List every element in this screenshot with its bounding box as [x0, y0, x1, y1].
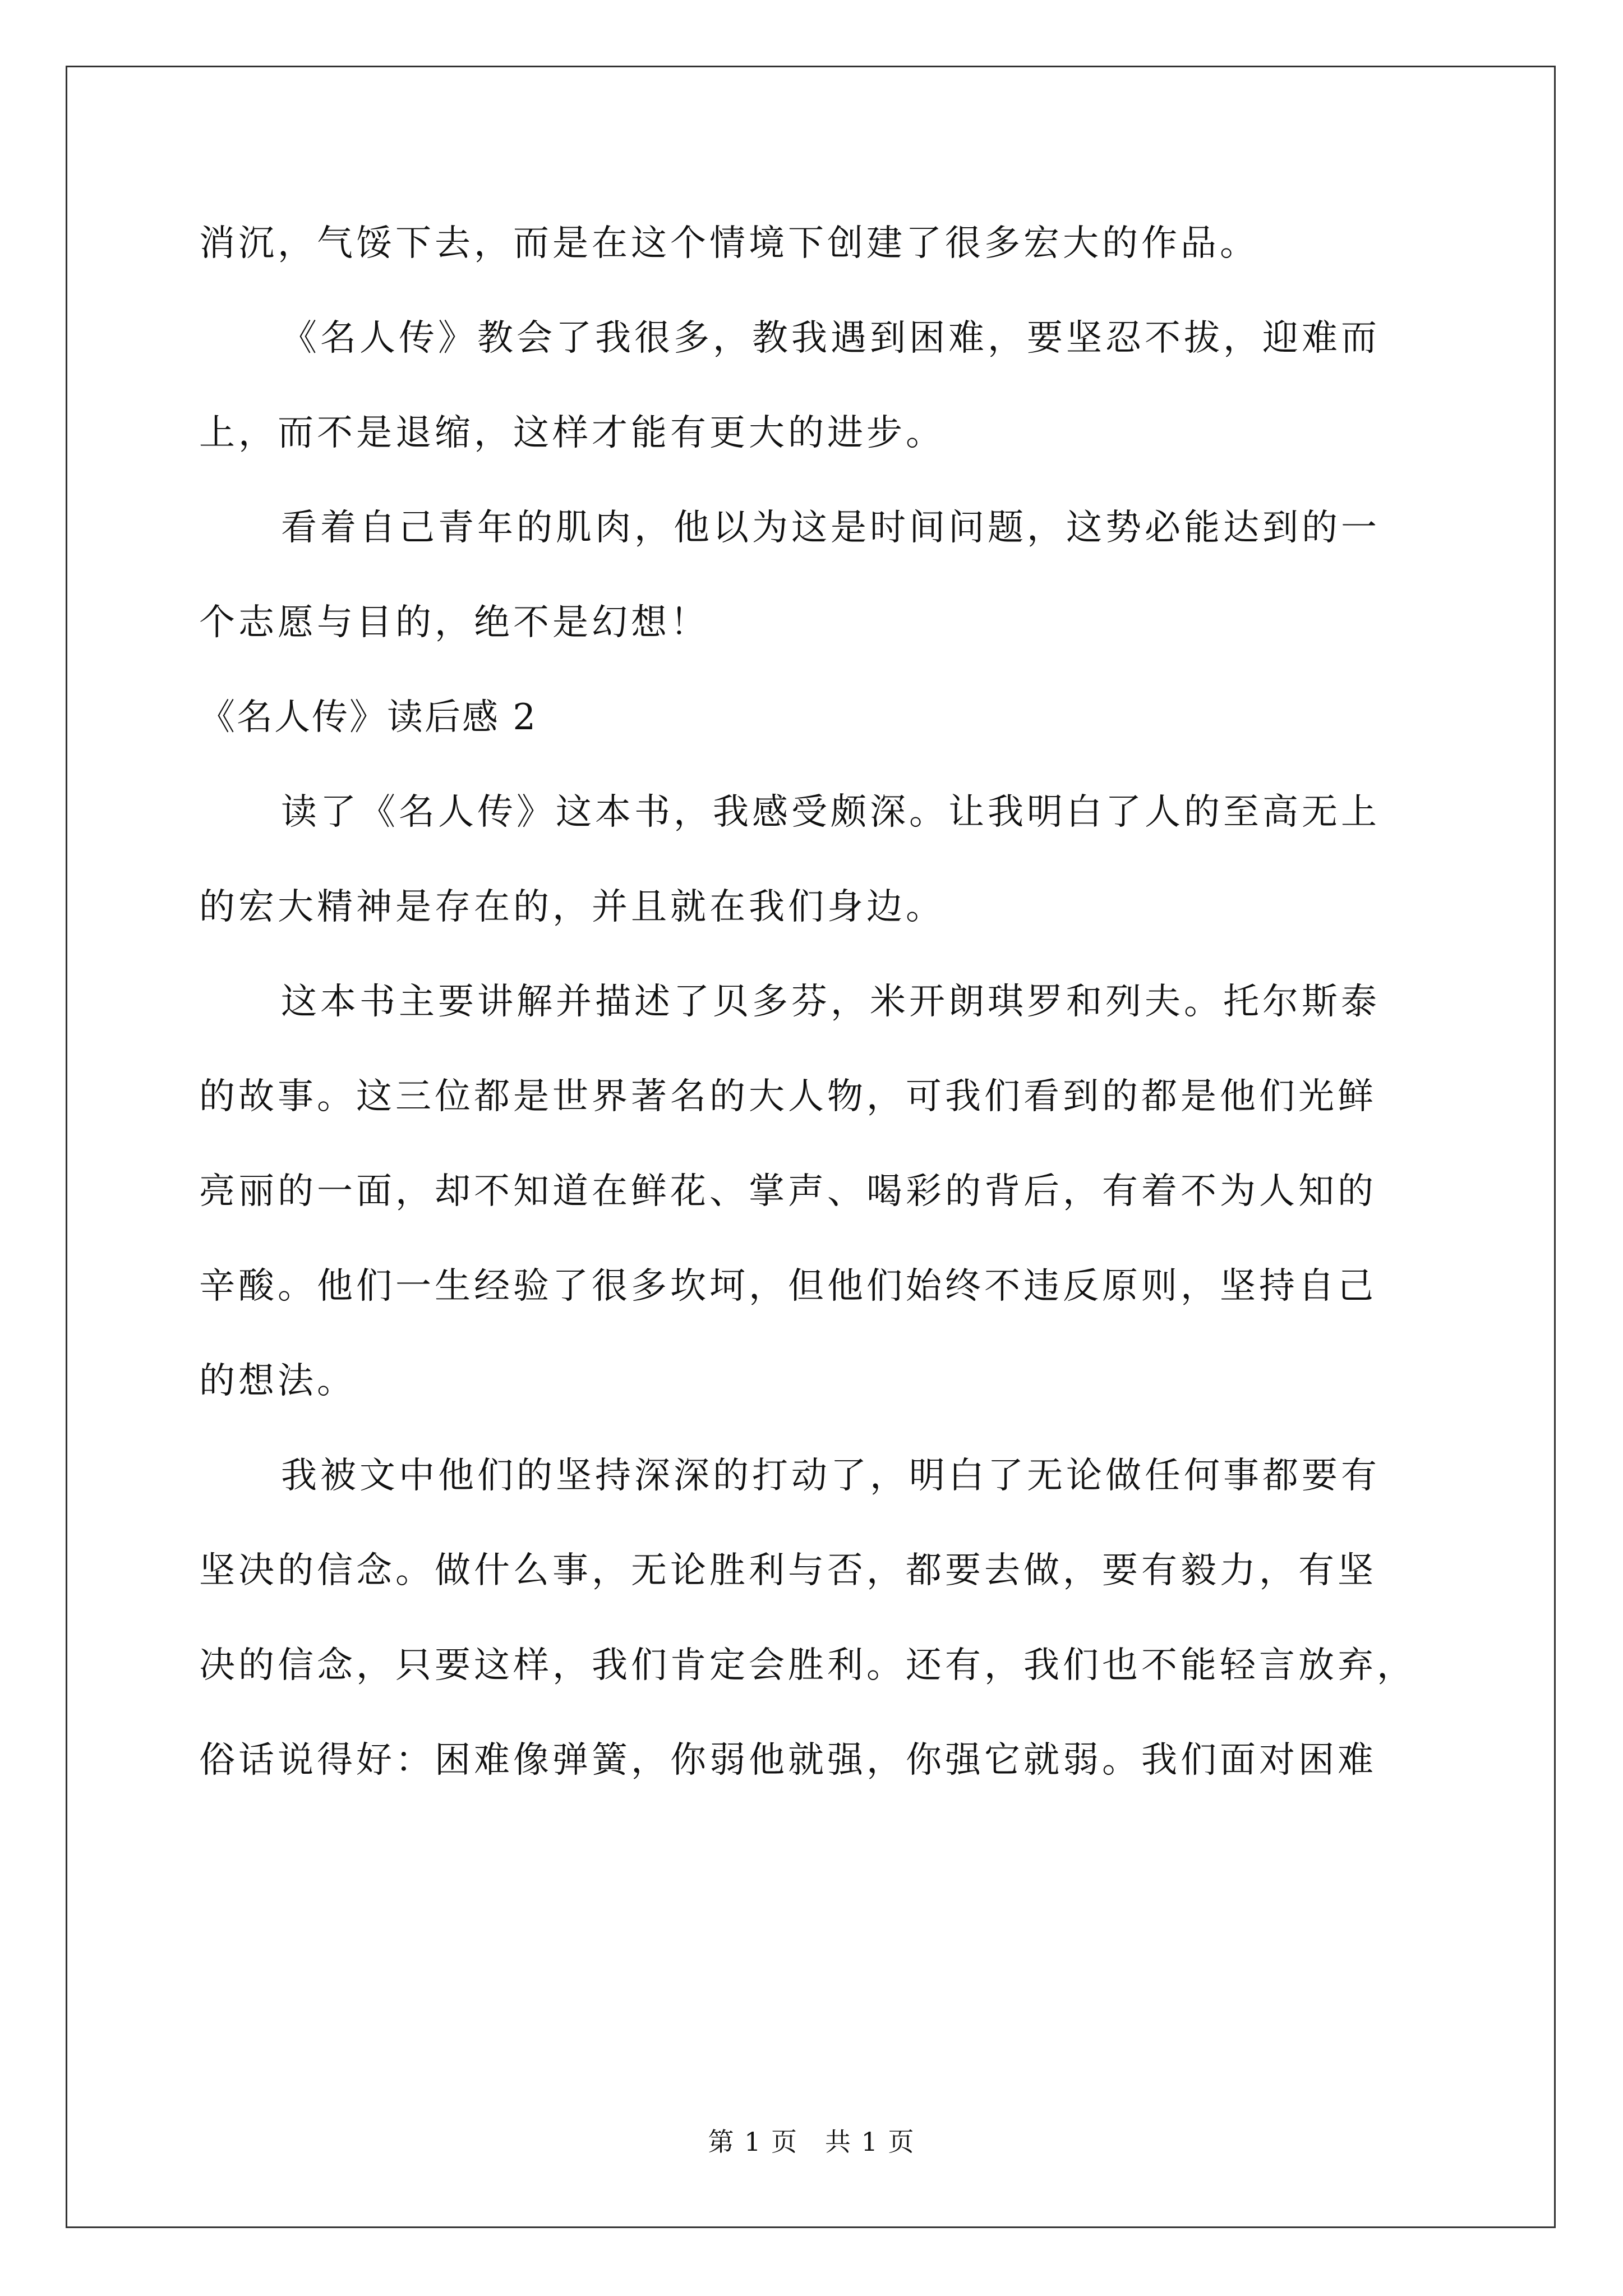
text-line: 的想法。	[199, 1360, 356, 1402]
text-line: 个志愿与目的，绝不是幻想！	[199, 602, 709, 643]
text-line: 我被文中他们的坚持深深的打动了，明白了无论做任何事都要有	[281, 1455, 1380, 1497]
text-line: 这本书主要讲解并描述了贝多芬，米开朗琪罗和列夫。托尔斯泰	[281, 981, 1380, 1023]
text-line: 读了《名人传》这本书，我感受颇深。让我明白了人的至高无上	[281, 792, 1380, 833]
text-line: 上，而不是退缩，这样才能有更大的进步。	[199, 412, 945, 454]
page-footer: 第 1 页 共 1 页	[708, 2127, 915, 2157]
text-line: 坚决的信念。做什么事，无论胜利与否，都要去做，要有毅力，有坚	[199, 1550, 1377, 1591]
text-line: 的宏大精神是存在的，并且就在我们身边。	[199, 886, 945, 928]
page-border	[66, 66, 1556, 2228]
text-line: 俗话说得好：困难像弹簧，你弱他就强，你强它就弱。我们面对困难	[199, 1740, 1377, 1781]
section-heading: 《名人传》读后感 2	[199, 697, 538, 738]
text-line: 看着自己青年的肌肉，他以为这是时间问题，这势必能达到的一	[281, 507, 1380, 549]
text-line: 消沉，气馁下去，而是在这个情境下创建了很多宏大的作品。	[199, 223, 1259, 264]
text-line: 的故事。这三位都是世界著名的大人物，可我们看到的都是他们光鲜	[199, 1076, 1377, 1117]
text-line: 决的信念，只要这样，我们肯定会胜利。还有，我们也不能轻言放弃，	[199, 1645, 1416, 1686]
text-line: 《名人传》教会了我很多，教我遇到困难，要坚忍不拔，迎难而	[281, 318, 1380, 359]
text-line: 亮丽的一面，却不知道在鲜花、掌声、喝彩的背后，有着不为人知的	[199, 1171, 1377, 1212]
text-line: 辛酸。他们一生经验了很多坎坷，但他们始终不违反原则，坚持自己	[199, 1266, 1377, 1307]
